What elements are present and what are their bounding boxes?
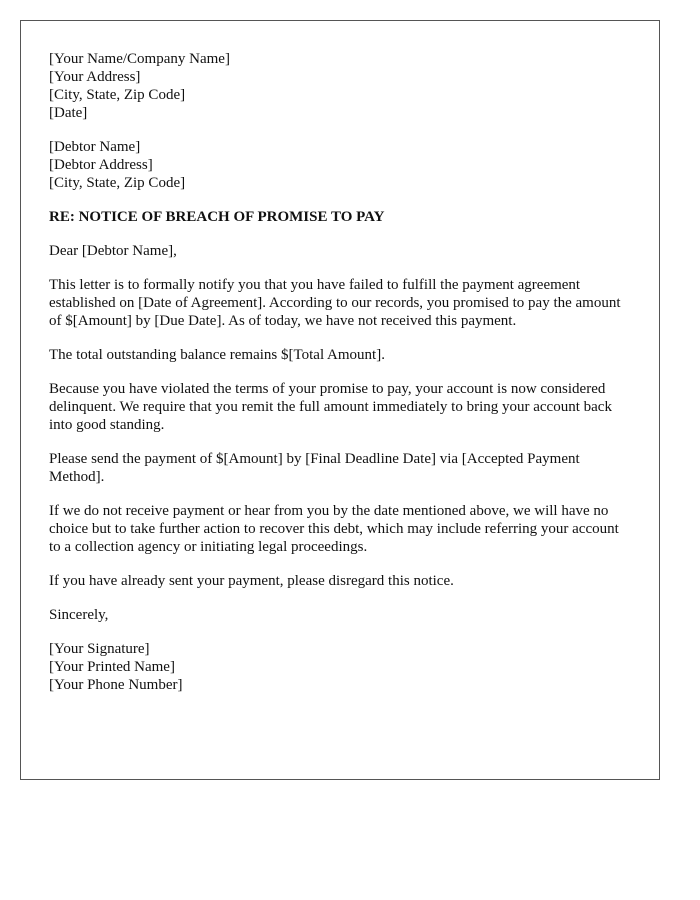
recipient-address: [Debtor Address]: [49, 157, 153, 173]
letter-date: [Date]: [49, 105, 88, 121]
signature-block: [49, 640, 631, 694]
closing: Sincerely,: [49, 607, 109, 623]
sender-block: [49, 50, 631, 122]
recipient-name: [Debtor Name]: [49, 139, 141, 155]
sender-city-state-zip: [City, State, Zip Code]: [49, 87, 186, 103]
salutation: Dear [Debtor Name],: [49, 243, 177, 259]
phone-number: [Your Phone Number]: [49, 677, 183, 693]
body-paragraph: If you have already sent your payment, please disregard this notice.: [49, 573, 454, 589]
recipient-city-state-zip: [City, State, Zip Code]: [49, 175, 186, 191]
printed-name: [Your Printed Name]: [49, 659, 175, 675]
body-paragraph: If we do not receive payment or hear from you by the date mentioned above, we will have no choice but to take further action to recover this debt, which may include referring your account to a collection agency or initiating legal proceedings.: [49, 503, 619, 555]
subject-line: RE: NOTICE OF BREACH OF PROMISE TO PAY: [49, 209, 385, 225]
sender-address: [Your Address]: [49, 69, 141, 85]
recipient-block: [49, 138, 631, 192]
sender-name: [Your Name/Company Name]: [49, 51, 230, 67]
body-paragraph: The total outstanding balance remains $[Total Amount].: [49, 347, 385, 363]
signature-placeholder: [Your Signature]: [49, 641, 150, 657]
letter-content: [49, 50, 631, 710]
body-paragraph: This letter is to formally notify you that you have failed to fulfill the payment agreement established on [Date of Agreement]. According to our records, you promised to pay the amount of $[Amount] by [Due Date]. As of today, we have not received this payment.: [49, 277, 621, 329]
letter-page: [20, 20, 660, 780]
body-paragraph: Please send the payment of $[Amount] by [Final Deadline Date] via [Accepted Payment Method].: [49, 451, 580, 485]
body-paragraph: Because you have violated the terms of your promise to pay, your account is now considered delinquent. We require that you remit the full amount immediately to bring your account back into good standing.: [49, 381, 612, 433]
